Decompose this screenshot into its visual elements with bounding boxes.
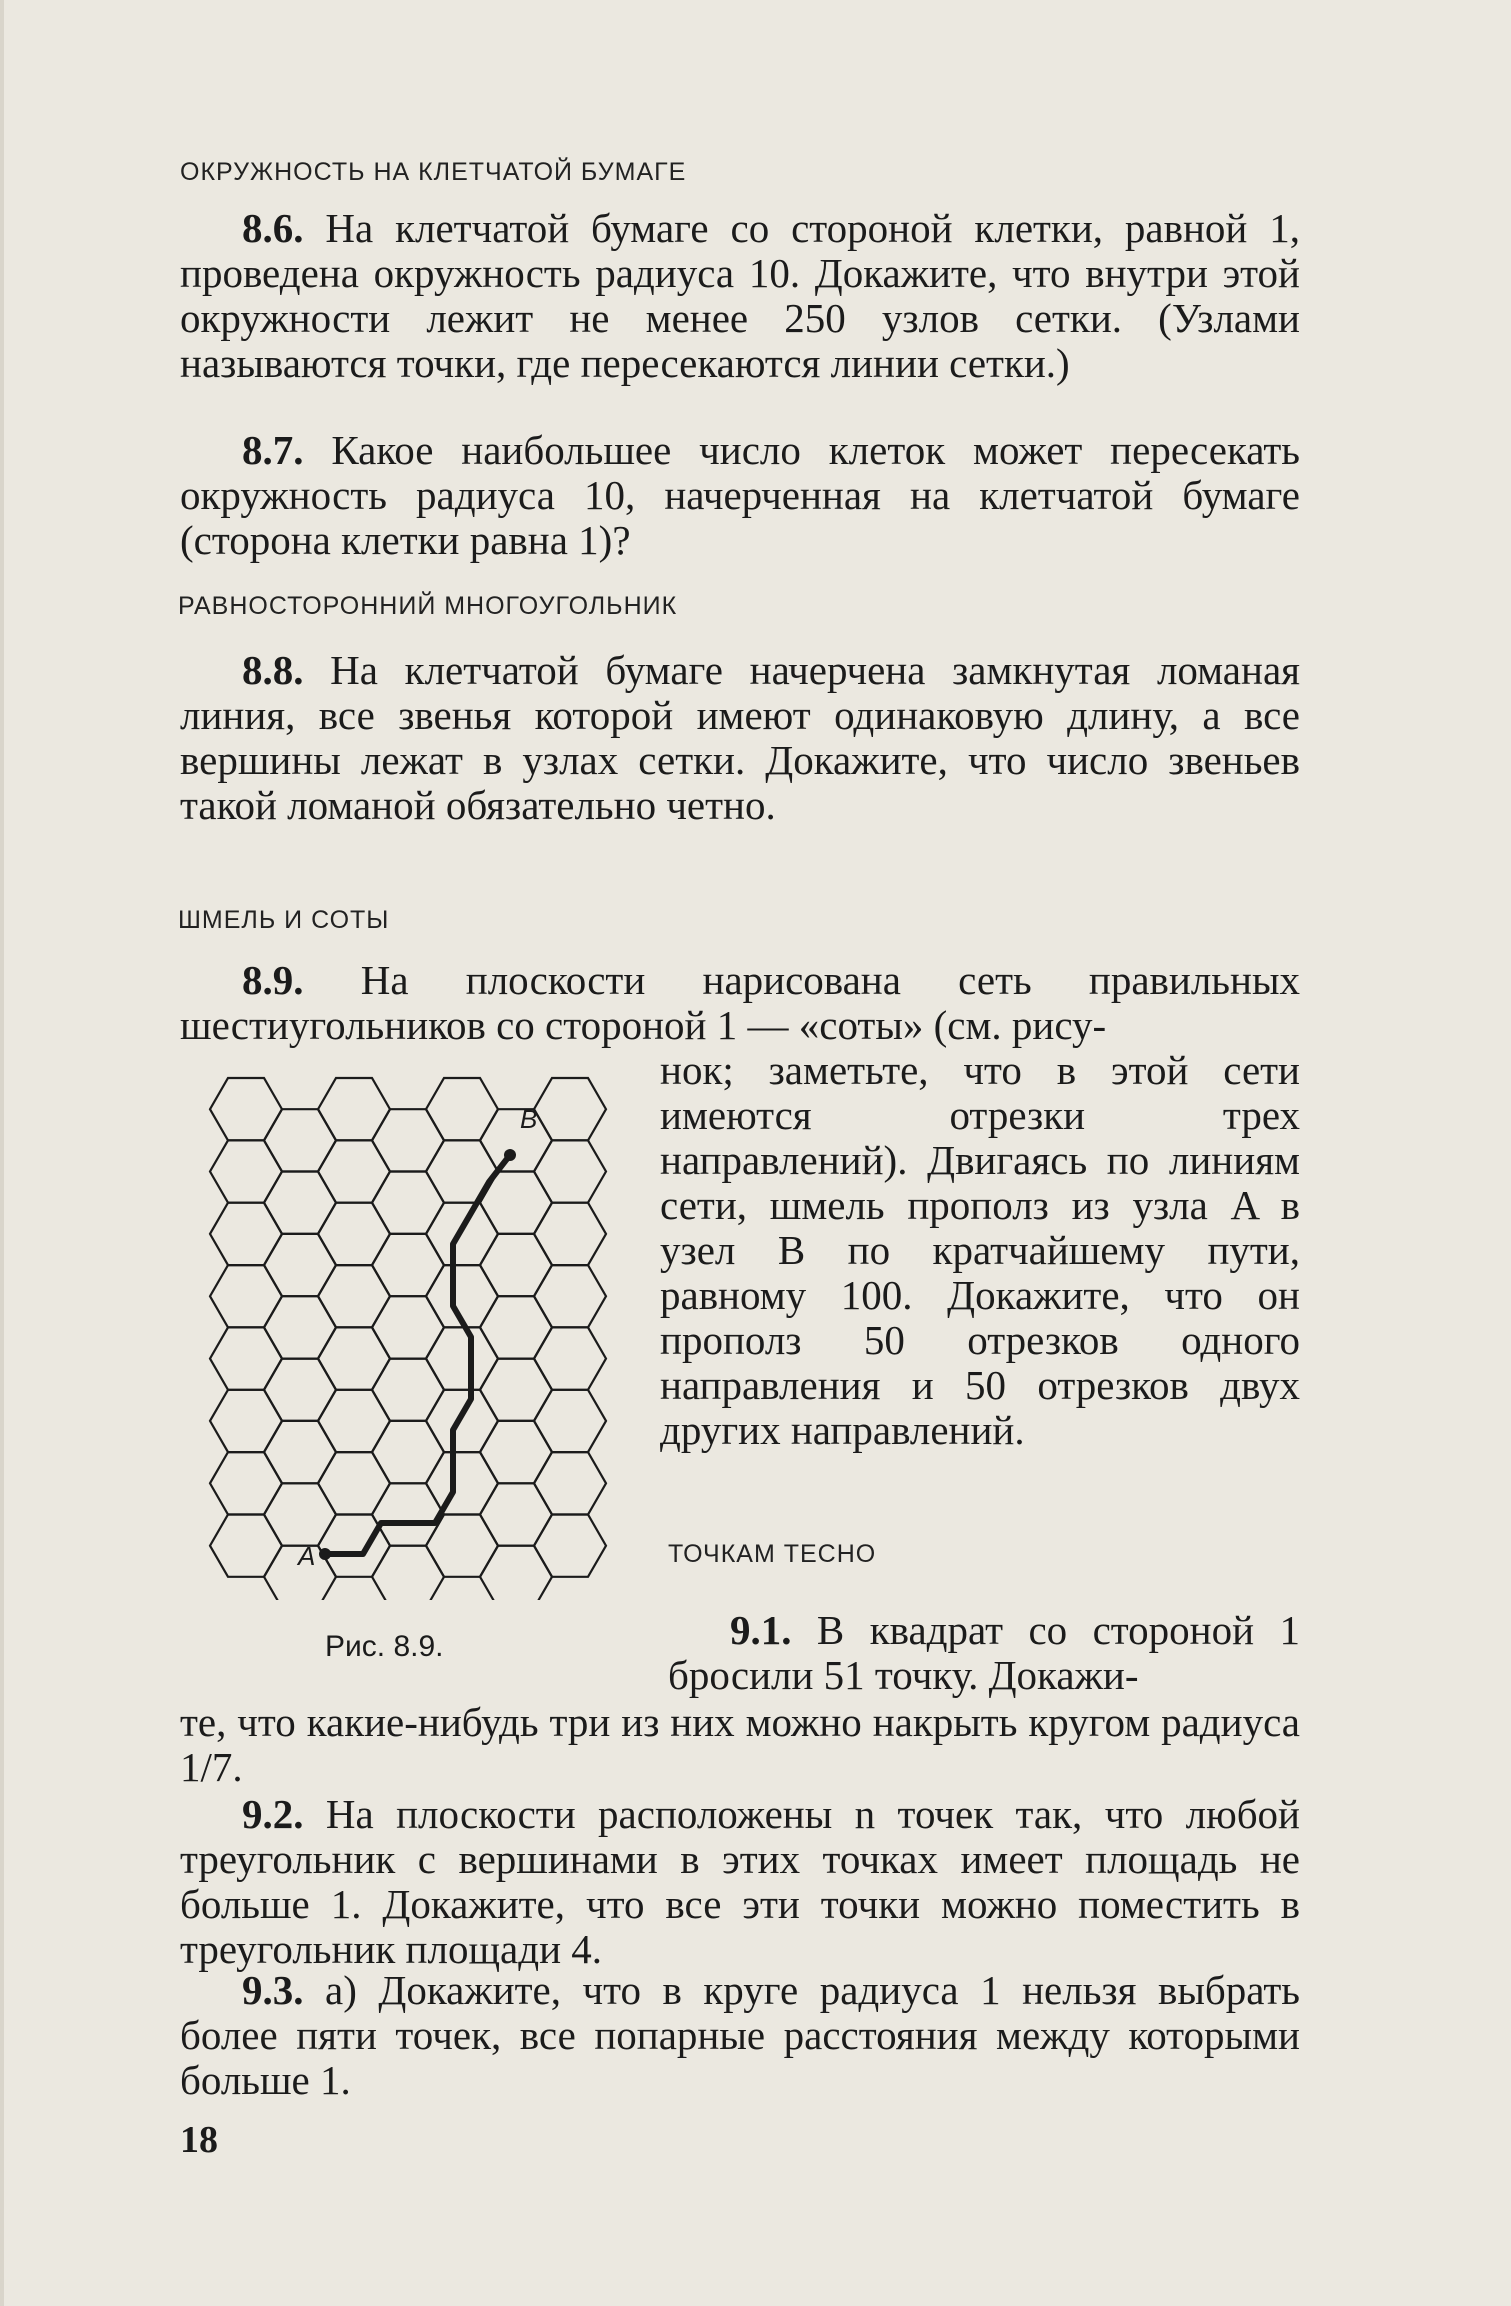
- problem-text: а) Докажите, что в круге радиуса 1 нельзя выбрать более пяти точек, все попарные расстояния между которыми больше 1.: [180, 1967, 1300, 2103]
- hex-cell: [534, 1140, 606, 1202]
- hex-cell: [318, 1140, 390, 1202]
- hex-cell: [264, 1234, 336, 1296]
- hex-cell: [426, 1327, 498, 1389]
- label-a: A: [298, 1541, 316, 1571]
- hex-cell: [480, 1483, 552, 1545]
- hex-cell: [318, 1203, 390, 1265]
- hex-cell: [210, 1515, 282, 1577]
- hex-cell: [480, 1109, 552, 1171]
- problem-text: На клетчатой бумаге со стороной клетки, равной 1, проведена окружность радиуса 10. Докажите, что внутри этой окружности лежит не менее 250 узлов сетки. (Узлами называются точки, где пересекаются линии сетки.): [180, 205, 1300, 386]
- problem-9-2: [180, 1792, 1300, 1972]
- hex-cell: [318, 1452, 390, 1514]
- problem-number: 8.7.: [242, 427, 304, 473]
- hex-cell: [372, 1483, 444, 1545]
- bee-path-line: [325, 1155, 510, 1554]
- hex-cell: [318, 1390, 390, 1452]
- hex-cell: [480, 1234, 552, 1296]
- hex-cell: [534, 1203, 606, 1265]
- hex-cell: [264, 1359, 336, 1421]
- problem-text: Какое наибольшее число клеток может пересекать окружность радиуса 10, начерченная на клетчатой бумаге (сторона клетки равна 1)?: [180, 427, 1300, 563]
- hex-cell: [534, 1265, 606, 1327]
- hex-cell: [372, 1109, 444, 1171]
- problem-text: На плоскости нарисована сеть правильных шестиугольников со стороной 1 — «соты» (см. рису-: [180, 957, 1300, 1048]
- problem-9-1-rest: [180, 1700, 1300, 1790]
- hex-cell: [372, 1421, 444, 1483]
- problem-text: те, что какие-нибудь три из них можно накрыть кругом радиуса 1/7.: [180, 1699, 1300, 1790]
- hex-cell: [210, 1078, 282, 1140]
- hex-cell: [210, 1140, 282, 1202]
- node-a-dot: [319, 1548, 331, 1560]
- hex-cell: [210, 1452, 282, 1514]
- figure-caption: Рис. 8.9.: [325, 1630, 444, 1663]
- hex-cell: [480, 1546, 552, 1600]
- problem-8-6: [180, 206, 1300, 386]
- problem-number: 8.6.: [242, 205, 304, 251]
- problem-text: На клетчатой бумаге начерчена замкнутая ломаная линия, все звенья которой имеют одинаковую длину, а все вершины лежат в узлах сетки. Докажите, что число звеньев такой ломаной обязательно четно.: [180, 647, 1300, 828]
- hex-cell: [480, 1359, 552, 1421]
- hex-cell: [264, 1296, 336, 1358]
- hex-cell: [534, 1078, 606, 1140]
- problem-number: 8.9.: [242, 957, 304, 1003]
- hex-cell: [372, 1546, 444, 1600]
- problem-number: 9.3.: [242, 1967, 304, 2013]
- hex-cell: [534, 1452, 606, 1514]
- hex-cell: [534, 1327, 606, 1389]
- hex-cell: [264, 1421, 336, 1483]
- problem-8-8: [180, 648, 1300, 828]
- section-heading-points: ТОЧКАМ ТЕСНО: [668, 1540, 877, 1568]
- problem-9-3: [180, 1968, 1300, 2103]
- problem-9-1-side: [668, 1608, 1300, 1698]
- problem-text: нок; заметьте, что в этой сети имеются отрезки трех направлений). Двигаясь по линиям сети, шмель прополз из узла A в узел B по кратчайшему пути, равному 100. Докажите, что он прополз 50 отрезков одного направления и 50 отрезков двух других направлений.: [660, 1047, 1300, 1453]
- page-edge: [0, 0, 4, 2306]
- problem-text: На плоскости расположены n точек так, что любой треугольник с вершинами в этих точках имеет площадь не больше 1. Докажите, что все эти точки можно поместить в треугольник площади 4.: [180, 1791, 1300, 1972]
- problem-8-9-side: [660, 1048, 1300, 1453]
- hex-cell: [372, 1234, 444, 1296]
- hex-cell: [372, 1172, 444, 1234]
- hex-cell: [480, 1421, 552, 1483]
- hex-cell: [372, 1296, 444, 1358]
- hex-cell: [318, 1327, 390, 1389]
- hex-cell: [210, 1265, 282, 1327]
- hex-cell: [372, 1359, 444, 1421]
- bee-path: [325, 1155, 510, 1554]
- hex-cell: [480, 1296, 552, 1358]
- hex-cell: [534, 1515, 606, 1577]
- hex-cell: [426, 1390, 498, 1452]
- section-heading-polygon: РАВНОСТОРОННИЙ МНОГОУГОЛЬНИК: [178, 592, 678, 620]
- section-heading-bee: ШМЕЛЬ И СОТЫ: [178, 906, 390, 934]
- hex-cell: [264, 1483, 336, 1545]
- problem-8-9-top: [180, 958, 1300, 1048]
- node-b-dot: [504, 1149, 516, 1161]
- problem-number: 8.8.: [242, 647, 304, 693]
- problem-number: 9.2.: [242, 1791, 304, 1837]
- hex-cell: [318, 1078, 390, 1140]
- problem-8-7: [180, 428, 1300, 563]
- hex-cell: [264, 1172, 336, 1234]
- hex-cell: [318, 1265, 390, 1327]
- hex-cell: [426, 1078, 498, 1140]
- hex-cell: [426, 1140, 498, 1202]
- page-number: 18: [180, 2119, 218, 2161]
- hex-cell: [264, 1109, 336, 1171]
- hex-cell: [534, 1390, 606, 1452]
- section-heading-circle: ОКРУЖНОСТЬ НА КЛЕТЧАТОЙ БУМАГЕ: [180, 158, 687, 186]
- hex-cell: [426, 1452, 498, 1514]
- hex-cell: [210, 1327, 282, 1389]
- hex-cell: [210, 1390, 282, 1452]
- hex-cell: [210, 1203, 282, 1265]
- problem-number: 9.1.: [730, 1607, 792, 1653]
- honeycomb-figure: [190, 1060, 630, 1600]
- label-b: B: [520, 1104, 538, 1134]
- problem-text: В квадрат со стороной 1 бросили 51 точку. Докажи-: [668, 1607, 1300, 1698]
